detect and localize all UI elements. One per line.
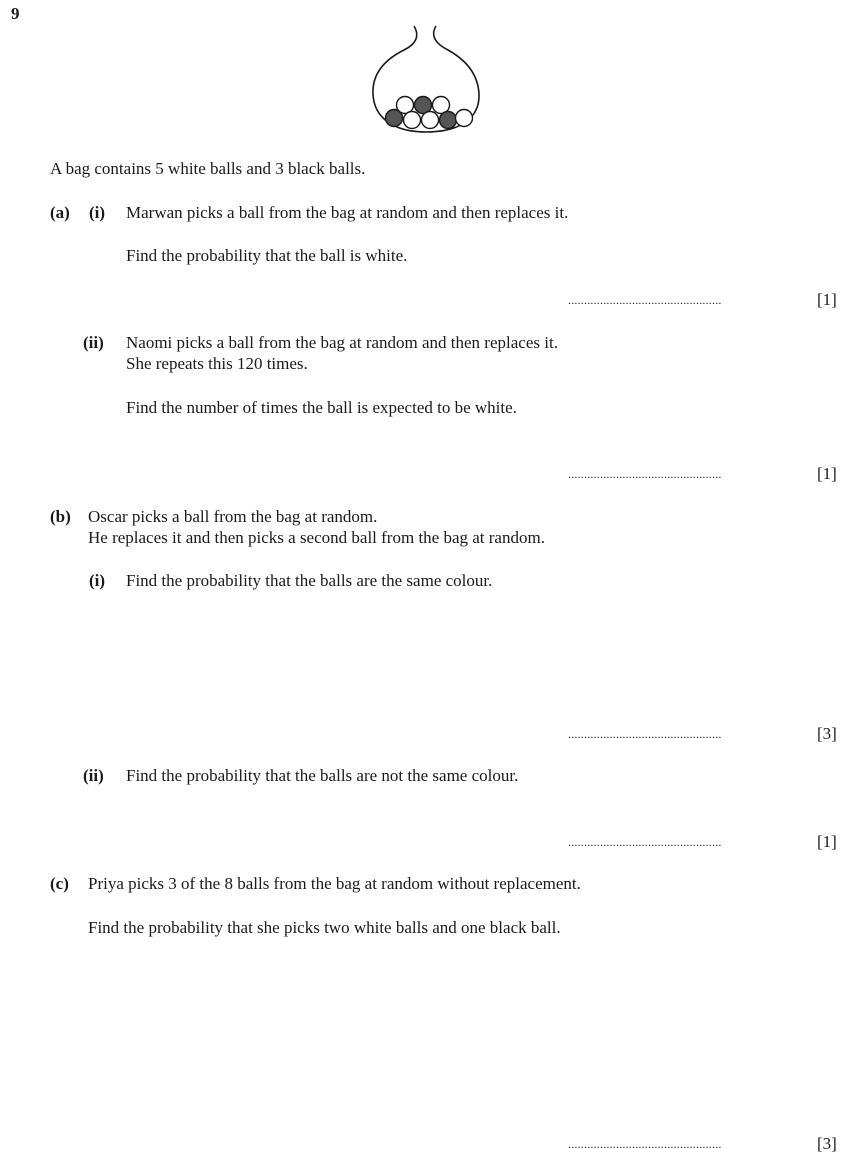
part-a-i-text-1: Marwan picks a ball from the bag at random and then replaces it. xyxy=(126,203,569,222)
part-a-ii-label: (ii) xyxy=(83,333,104,352)
bag-of-balls-figure xyxy=(370,22,482,137)
part-a-i-text-2: Find the probability that the ball is white. xyxy=(126,246,408,265)
marks-c: [3] xyxy=(817,1134,837,1153)
answer-line-b-i[interactable]: ................................................ xyxy=(568,727,722,741)
marks-b-i: [3] xyxy=(817,724,837,743)
part-c-text-2: Find the probability that she picks two white balls and one black ball. xyxy=(88,918,561,937)
part-b-i-label: (i) xyxy=(89,571,106,590)
marks-a-i: [1] xyxy=(817,290,837,309)
answer-line-b-ii[interactable]: ................................................ xyxy=(568,835,722,849)
part-b-text-1: Oscar picks a ball from the bag at random. xyxy=(88,507,378,526)
part-b-text-2: He replaces it and then picks a second ball from the bag at random. xyxy=(88,528,545,547)
part-c-text-1: Priya picks 3 of the 8 balls from the bag at random without replacement. xyxy=(88,874,581,893)
white-ball xyxy=(404,112,421,129)
marks-b-ii: [1] xyxy=(817,832,837,851)
balls-group xyxy=(386,97,473,129)
part-a-ii-text-1: Naomi picks a ball from the bag at random and then replaces it. xyxy=(126,333,558,352)
part-a-i-label: (i) xyxy=(89,203,106,222)
black-ball xyxy=(386,110,403,127)
black-ball xyxy=(440,112,457,129)
intro-text: A bag contains 5 white balls and 3 black balls. xyxy=(50,159,366,178)
part-b-ii-label: (ii) xyxy=(83,766,104,785)
part-a-ii-text-3: Find the number of times the ball is expected to be white. xyxy=(126,398,517,417)
answer-line-a-i[interactable]: ................................................ xyxy=(568,293,722,307)
part-c-label: (c) xyxy=(50,874,69,893)
answer-line-a-ii[interactable]: ................................................ xyxy=(568,467,722,481)
question-number: 9 xyxy=(11,4,20,23)
part-a-ii-text-2: She repeats this 120 times. xyxy=(126,354,308,373)
white-ball xyxy=(422,112,439,129)
part-b-i-text: Find the probability that the balls are the same colour. xyxy=(126,571,493,590)
white-ball xyxy=(456,110,473,127)
part-b-label: (b) xyxy=(50,507,71,526)
part-a-label: (a) xyxy=(50,203,70,222)
marks-a-ii: [1] xyxy=(817,464,837,483)
answer-line-c[interactable]: ................................................ xyxy=(568,1137,722,1151)
part-b-ii-text: Find the probability that the balls are not the same colour. xyxy=(126,766,519,785)
